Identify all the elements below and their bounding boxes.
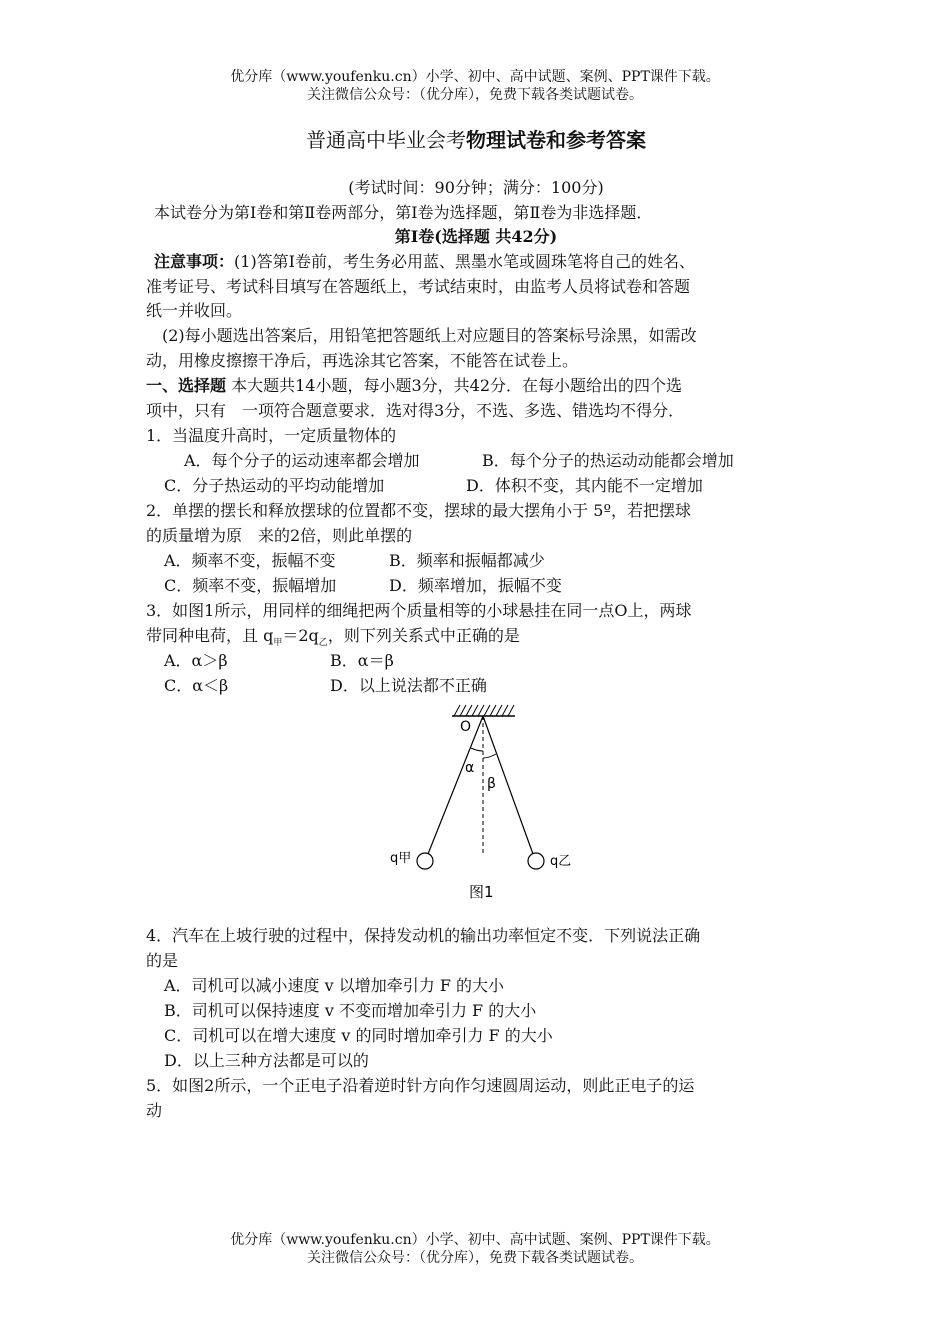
q1-option-b: B．每个分子的热运动动能都会增加 bbox=[482, 451, 734, 470]
alpha-arc bbox=[471, 748, 483, 751]
q1-option-c: C．分子热运动的平均动能增加 bbox=[164, 476, 385, 495]
ceiling-hatch bbox=[454, 705, 514, 716]
ball-left bbox=[417, 853, 433, 869]
header-line-1: 优分库（www.youfenku.cn）小学、初中、高中试题、案例、PPT课件下载。 bbox=[230, 69, 720, 85]
figure-caption: 图1 bbox=[469, 883, 494, 901]
q3-option-c: C．α＜β bbox=[164, 676, 229, 695]
q4-option-c: C．司机可以在增大速度 v 的同时增加牵引力 F 的大小 bbox=[164, 1026, 553, 1045]
footer-line-1: 优分库（www.youfenku.cn）小学、初中、高中试题、案例、PPT课件下载。 bbox=[230, 1232, 720, 1248]
notes-label: 注意事项： bbox=[154, 252, 235, 271]
q4-stem-line-2: 的是 bbox=[146, 951, 179, 970]
q4-option-b: B．司机可以保持速度 v 不变而增加牵引力 F 的大小 bbox=[164, 1001, 537, 1020]
notes-line-5: 动，用橡皮擦擦干净后，再选涂其它答案，不能答在试卷上。 bbox=[146, 351, 579, 370]
q1-option-a: A．每个分子的运动速率都会增加 bbox=[184, 451, 420, 470]
point-o-label: O bbox=[460, 719, 472, 735]
page-footer bbox=[0, 1231, 950, 1267]
q3-option-b: B．α＝β bbox=[330, 651, 394, 670]
q4-option-d: D．以上三种方法都是可以的 bbox=[164, 1051, 369, 1070]
q2-option-d: D．频率增加，振幅不变 bbox=[389, 576, 562, 595]
section1-line-2: 项中，只有 一项符合题意要求．选对得3分，不选、多选、错选均不得分． bbox=[146, 401, 685, 420]
beta-arc bbox=[483, 754, 496, 758]
footer-line-2: 关注微信公众号：（优分库），免费下载各类试题试卷。 bbox=[307, 1250, 643, 1266]
q3-stem-line-1: 3．如图1所示，用同样的细绳把两个质量相等的小球悬挂在同一点O上，两球 bbox=[146, 601, 692, 620]
alpha-label: α bbox=[465, 760, 475, 776]
notes-line-4: (2)每小题选出答案后，用铅笔把答题纸上对应题目的答案标号涂黑，如需改 bbox=[162, 326, 697, 345]
q2-option-a: A．频率不变，振幅不变 bbox=[164, 551, 336, 570]
q2-option-b: B．频率和振幅都减少 bbox=[389, 551, 545, 570]
q5-stem-line-2: 动 bbox=[146, 1101, 163, 1120]
section1-label: 一、选择题 bbox=[146, 376, 227, 395]
q2-stem-line-2: 的质量增为原 来的2倍，则此单摆的 bbox=[146, 526, 413, 545]
left-charge-label: q甲 bbox=[390, 851, 412, 866]
q3-option-a: A．α＞β bbox=[164, 651, 228, 670]
right-charge-label: q乙 bbox=[550, 854, 572, 869]
notes-line-3: 纸一并收回。 bbox=[146, 301, 243, 320]
q4-stem-line-1: 4．汽车在上坡行驶的过程中，保持发动机的输出功率恒定不变．下列说法正确 bbox=[146, 926, 701, 945]
page-header bbox=[0, 68, 950, 104]
ball-right bbox=[528, 853, 544, 869]
section1-line-1: 一、选择题 本大题共14小题，每小题3分，共42分．在每小题给出的四个选 bbox=[146, 376, 683, 395]
part1-title: 第Ⅰ卷(选择题 共42分) bbox=[394, 227, 558, 246]
q4-option-a: A．司机可以减小速度 v 以增加牵引力 F 的大小 bbox=[164, 976, 505, 995]
exam-info: (考试时间：90分钟；满分：100分) bbox=[348, 178, 604, 197]
header-line-2: 关注微信公众号：（优分库），免费下载各类试题试卷。 bbox=[307, 87, 643, 103]
q2-stem-line-1: 2．单摆的摆长和释放摆球的位置都不变，摆球的最大摆角小于 5º，若把摆球 bbox=[146, 501, 691, 520]
left-string bbox=[428, 716, 483, 854]
notes-line-1: 注意事项：(1)答第Ⅰ卷前，考生务必用蓝、黑墨水笔或圆珠笔将自己的姓名、 bbox=[154, 252, 696, 271]
q5-stem-line-1: 5．如图2所示，一个正电子沿着逆时针方向作匀速圆周运动，则此正电子的运 bbox=[146, 1076, 695, 1095]
beta-label: β bbox=[487, 776, 496, 792]
q3-stem-line-2: 带同种电荷，且 $q_甲=2q_乙$，则下列关系式中正确的是 bbox=[146, 626, 520, 649]
page-title: 普通高中毕业会考物理试卷和参考答案 bbox=[306, 128, 646, 152]
intro-text: 本试卷分为第Ⅰ卷和第Ⅱ卷两部分，第Ⅰ卷为选择题，第Ⅱ卷为非选择题． bbox=[154, 203, 653, 222]
notes-line-2: 准考证号、考试科目填写在答题纸上，考试结束时，由监考人员将试卷和答题 bbox=[146, 277, 691, 296]
figure-1-pendulum bbox=[380, 700, 600, 910]
q1-stem: 1．当温度升高时，一定质量物体的 bbox=[146, 426, 397, 445]
q3-option-d: D．以上说法都不正确 bbox=[330, 676, 487, 695]
q2-option-c: C．频率不变，振幅增加 bbox=[164, 576, 337, 595]
q1-option-d: D．体积不变，其内能不一定增加 bbox=[466, 476, 703, 495]
